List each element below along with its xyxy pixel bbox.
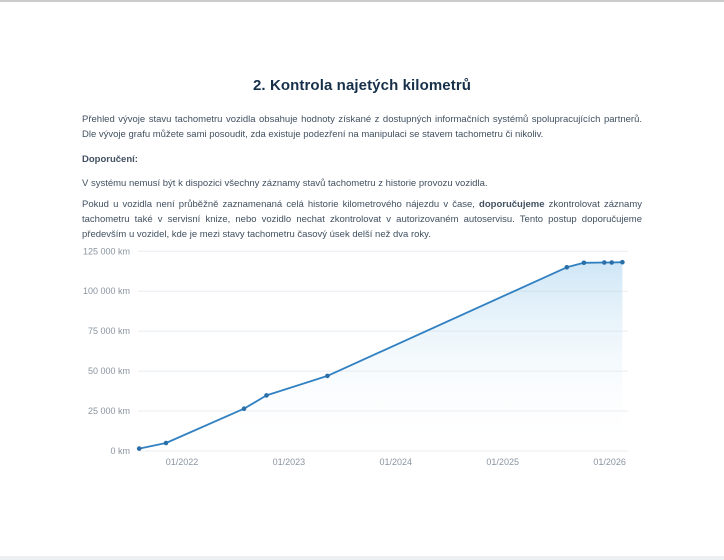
advice-text-post: zkontrolovat záznamy tachometru také v servisní knize, nebo vozidlo nechat zkontrolovat v autorizovaném autoservisu. Tento postup doporučujeme především u vozidel, kde je mezi stavy tachometru časový úsek delší než dva roky.: [82, 198, 642, 241]
advice-paragraph: [82, 197, 642, 243]
x-axis-tick-label: 01/2026: [593, 457, 626, 468]
report-section: [82, 0, 642, 481]
chart-data-point: [582, 261, 587, 266]
x-axis-tick-label: 01/2022: [165, 457, 199, 468]
x-axis-tick-label: 01/2024: [379, 457, 413, 468]
chart-data-point: [242, 407, 247, 412]
y-axis-tick-label: 125 000 km: [82, 246, 130, 257]
x-axis-tick-label: 01/2023: [272, 457, 306, 468]
chart-data-point: [620, 260, 625, 265]
y-axis-tick-label: 25 000 km: [87, 406, 130, 417]
advice-text-bold: doporučujeme: [479, 198, 545, 210]
x-axis-tick-label: 01/2025: [486, 457, 519, 468]
advice-text-pre: Pokud u vozidla není průběžně zaznamenaná celá historie kilometrového nájezdu v čase,: [82, 198, 480, 210]
page-top-edge: [0, 0, 724, 2]
chart-data-point: [164, 441, 169, 446]
chart-data-point: [602, 261, 607, 266]
system-note-paragraph: V systému nemusí být k dispozici všechny záznamy stavů tachometru z historie provozu vozidla.: [82, 177, 488, 189]
chart-data-point: [264, 394, 269, 399]
page-bottom-edge: [0, 556, 724, 560]
y-axis-tick-label: 50 000 km: [87, 366, 130, 377]
chart-data-point: [565, 265, 570, 270]
recommendation-label: Doporučení:: [82, 154, 138, 166]
y-axis-tick-label: 0 km: [110, 446, 130, 457]
chart-data-point: [137, 447, 142, 452]
intro-paragraph: Přehled vývoje stavu tachometru vozidla obsahuje hodnoty získané z dostupných informačních systémů spolupracujících partnerů. Dle vývoje grafu můžete sami posoudit, zda existuje podezření na manipulaci se stavem tachometru či nikoliv.: [82, 114, 642, 141]
section-title: 2. Kontrola najetých kilometrů: [252, 77, 472, 94]
y-axis-tick-label: 100 000 km: [82, 286, 130, 297]
chart-data-point: [609, 261, 614, 266]
odometer-chart-canvas: [82, 244, 642, 476]
odometer-chart: [82, 244, 642, 481]
y-axis-tick-label: 75 000 km: [87, 326, 130, 337]
chart-data-point: [325, 374, 330, 379]
